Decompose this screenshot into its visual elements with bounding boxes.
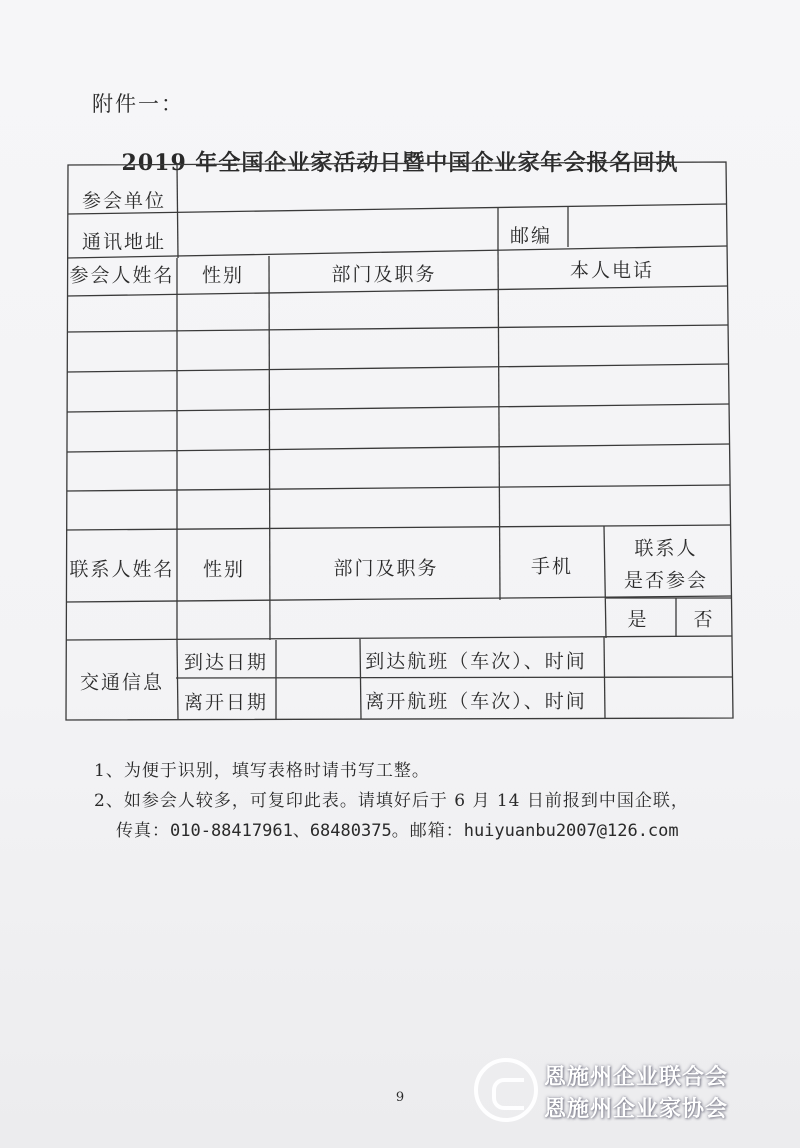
- depart-flight-label: 离开航班（车次）、时间: [365, 690, 587, 713]
- page-number: 9: [395, 1090, 405, 1105]
- attendee-dept-header: 部门及职务: [331, 263, 437, 286]
- contact-attend-header-line1: 联系人: [634, 537, 698, 560]
- depart-date-label: 离开日期: [183, 691, 269, 714]
- attendee-phone-header: 本人电话: [569, 259, 655, 282]
- contact-gender-header: 性别: [202, 558, 246, 581]
- arrive-date-label: 到达日期: [183, 651, 269, 674]
- fax-numbers: 010-88417961、68480375: [170, 821, 392, 841]
- unit-label: 参会单位: [82, 190, 167, 212]
- contact-name-header: 联系人姓名: [69, 558, 175, 581]
- email-label: 。邮箱：: [391, 821, 464, 841]
- contact-mobile-header: 手机: [530, 555, 574, 578]
- note-2: 2、如参会人较多，可复印此表。请填好后于 6 月 14 日前报到中国企联，: [94, 791, 689, 811]
- watermark-line-2: 恩施州企业家协会: [544, 1097, 729, 1122]
- address-label: 通讯地址: [82, 231, 167, 253]
- note-3: [116, 816, 679, 841]
- fax-label: 传真：: [116, 821, 170, 841]
- email-address: huiyuanbu2007@126.com: [463, 821, 679, 841]
- attachment-label: 附件一：: [92, 92, 184, 116]
- note-1: 1、为便于识别，填写表格时请书写工整。: [94, 761, 430, 781]
- attendee-name-header: 参会人姓名: [69, 264, 175, 287]
- contact-dept-header: 部门及职务: [333, 557, 439, 580]
- attend-no-label: 否: [693, 608, 715, 631]
- enshi-association-logo-icon: [474, 1058, 538, 1122]
- contact-attend-header-line2: 是否参会: [623, 569, 709, 592]
- attend-yes-label: 是: [627, 608, 649, 631]
- form-title: 2019 年全国企业家活动日暨中国企业家年会报名回执: [121, 150, 679, 176]
- watermark: [470, 1052, 790, 1130]
- watermark-line-1: 恩施州企业联合会: [544, 1065, 729, 1090]
- traffic-info-label: 交通信息: [79, 671, 165, 694]
- attendee-gender-header: 性别: [201, 264, 245, 287]
- postcode-label: 邮编: [510, 225, 553, 247]
- arrive-flight-label: 到达航班（车次）、时间: [365, 650, 587, 673]
